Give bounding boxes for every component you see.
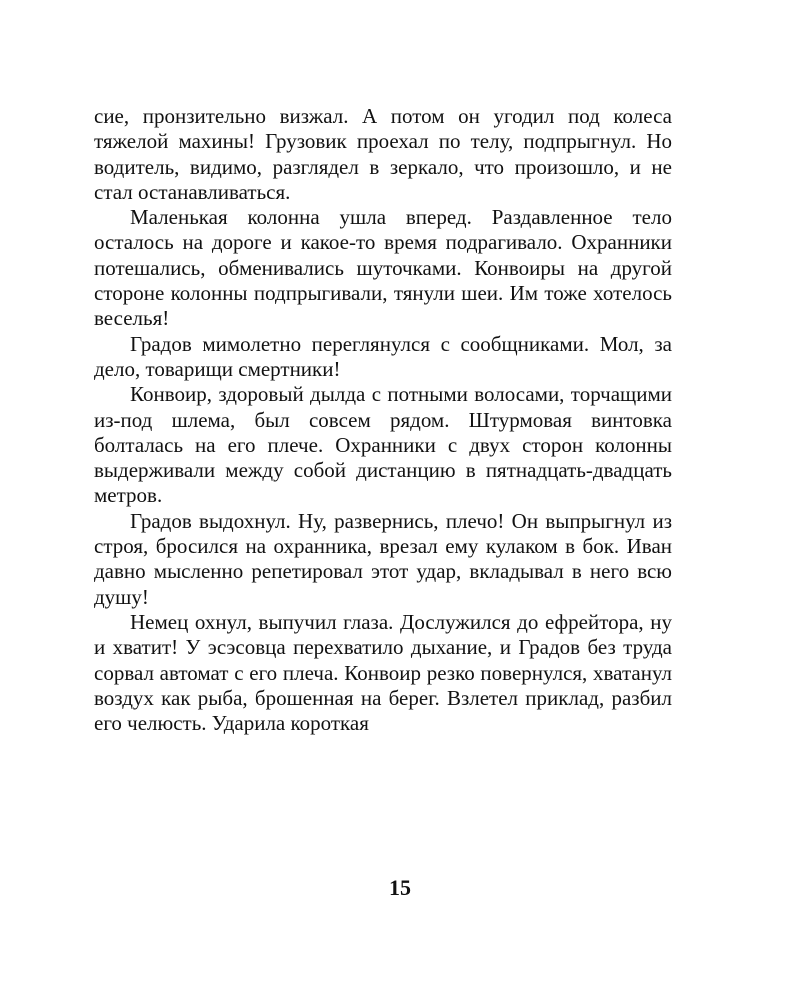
paragraph-2: Маленькая колонна ушла вперед. Раздавленное тело осталось на дороге и какое-то время подрагивало. Охранники потешались, обменивались шуточками. Конвоиры на другой стороне колонны подпрыгивали, тянули шеи. Им тоже хотелось веселья!	[94, 205, 672, 331]
paragraph-6: Немец охнул, выпучил глаза. Дослужился до ефрейтора, ну и хватит! У эсэсовца перехватило дыхание, и Градов без труда сорвал автомат с его плеча. Конвоир резко повернулся, хватанул воздух как рыба, брошенная на берег. Взлетел приклад, разбил его челюсть. Ударила короткая	[94, 609, 672, 736]
paragraph-5: Градов выдохнул. Ну, развернись, плечо! Он выпрыгнул из строя, бросился на охранника, врезал ему кулаком в бок. Иван давно мысленно репетировал этот удар, вкладывал в него всю душу!	[94, 508, 672, 609]
page-number: 15	[389, 875, 411, 900]
paragraph-4: Конвоир, здоровый дылда с потными волосами, торчащими из-под шлема, был совсем рядом. Штурмовая винтовка болталась на его плече. Охранники с двух сторон колонны выдерживали между собой дистанцию в пятнадцать-двадцать метров.	[94, 382, 672, 508]
paragraph-3: Градов мимолетно переглянулся с сообщниками. Мол, за дело, товарищи смертники!	[94, 331, 672, 381]
page-body	[94, 104, 672, 736]
paragraph-1: сие, пронзительно визжал. А потом он угодил под колеса тяжелой махины! Грузовик проехал по телу, подпрыгнул. Но водитель, видимо, разглядел в зеркало, что произошло, и не стал останавливаться.	[94, 104, 672, 204]
